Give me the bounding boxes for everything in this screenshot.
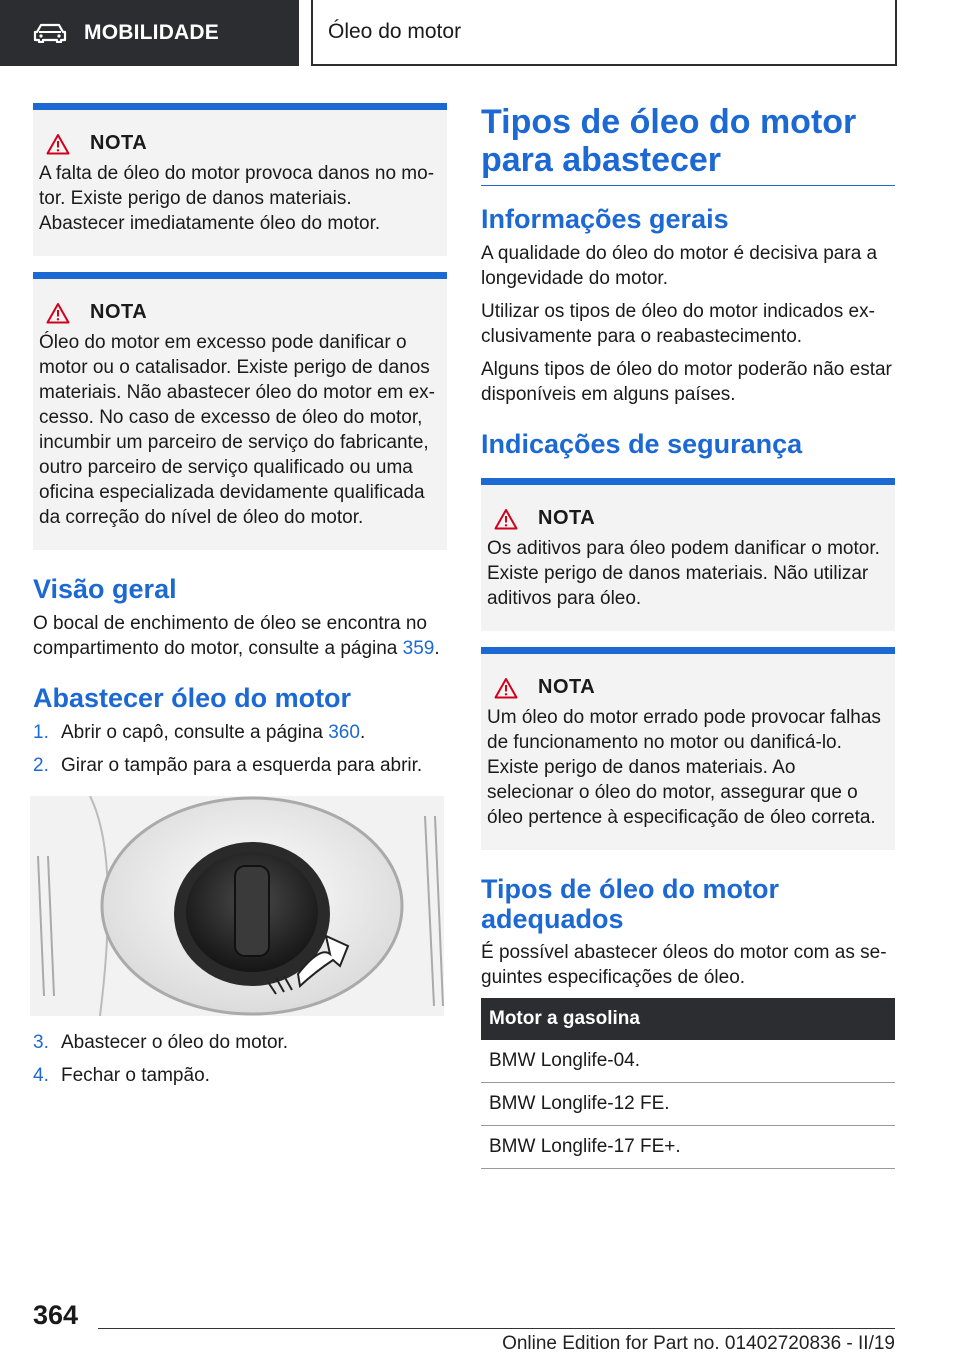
right-column xyxy=(481,103,895,1169)
footer-divider xyxy=(98,1328,895,1329)
paragraph: A qualidade do óleo do motor é decisiva para a longevidade do motor. xyxy=(481,243,878,289)
oil-cap-illustration xyxy=(30,796,444,1016)
steps-list xyxy=(33,1030,447,1088)
edition-text: Online Edition for Part no. 01402720836 - II/19 xyxy=(502,1333,895,1354)
note-box xyxy=(481,647,895,850)
step-text: Abrir o capô, consulte a página 360. xyxy=(61,722,366,743)
list-item xyxy=(33,753,447,778)
chapter-title: Óleo do motor xyxy=(328,20,462,43)
car-icon xyxy=(33,23,67,43)
note-label: NOTA xyxy=(90,301,148,323)
warning-icon xyxy=(494,677,518,699)
note-box xyxy=(33,103,447,256)
oil-cap-drawing xyxy=(30,796,444,1016)
step-text: Fechar o tampão. xyxy=(61,1065,210,1086)
oil-spec-table xyxy=(481,998,895,1169)
list-item xyxy=(33,1030,447,1055)
step-text: Abastecer o óleo do motor. xyxy=(61,1032,289,1053)
section-label: MOBILIDADE xyxy=(84,21,219,44)
paragraph: É possível abastecer óleos do motor com as se-guintes especificações de óleo. xyxy=(481,942,887,988)
section-heading: Tipos de óleo do motor adequados xyxy=(481,874,780,934)
step-text: Girar o tampão para a esquerda para abrir. xyxy=(61,755,423,776)
table-cell: BMW Longlife-12 FE. xyxy=(481,1083,895,1126)
note-box xyxy=(33,272,447,550)
title-divider xyxy=(481,185,895,186)
section-tab xyxy=(0,0,299,66)
steps-list xyxy=(33,720,447,778)
note-label: NOTA xyxy=(538,676,596,698)
note-text: Os aditivos para óleo podem danificar o motor. Existe perigo de danos materiais. Não utilizar aditivos para óleo. xyxy=(487,538,880,609)
table-row xyxy=(481,1126,895,1169)
note-label: NOTA xyxy=(538,507,596,529)
overview-text: O bocal de enchimento de óleo se encontra no compartimento do motor, consulte a página 359. xyxy=(33,613,440,659)
note-label: NOTA xyxy=(90,132,148,154)
paragraph: Utilizar os tipos de óleo do motor indicados ex-clusivamente para o reabastecimento. xyxy=(481,301,875,347)
section-heading: Informações gerais xyxy=(481,204,729,234)
page-link[interactable]: 359 xyxy=(402,638,435,659)
warning-icon xyxy=(46,133,70,155)
note-box xyxy=(481,478,895,631)
table-row xyxy=(481,1083,895,1126)
note-text: A falta de óleo do motor provoca danos no mo-tor. Existe perigo de danos materiais. Abastecer imediatamente óleo do motor. xyxy=(39,163,435,234)
table-cell: BMW Longlife-17 FE+. xyxy=(481,1126,895,1169)
note-text: Um óleo do motor errado pode provocar falhas de funcionamento no motor ou danificá-lo. Existe perigo de danos materiais. Ao selecionar o óleo do motor, assegurar que o óleo pertence à especificação de óleo correta. xyxy=(487,707,881,828)
list-item xyxy=(33,720,447,745)
warning-icon xyxy=(46,302,70,324)
step-number: 1. xyxy=(33,722,49,743)
step-number: 2. xyxy=(33,755,49,776)
section-heading: Visão geral xyxy=(33,574,177,604)
left-column xyxy=(33,103,447,1096)
section-heading: Indicações de segurança xyxy=(481,429,803,459)
page-link[interactable]: 360 xyxy=(328,722,360,743)
step-number: 4. xyxy=(33,1065,49,1086)
warning-icon xyxy=(494,508,518,530)
note-text: Óleo do motor em excesso pode danificar o motor ou o catalisador. Existe perigo de danos materiais. Não abastecer óleo do motor em ex-cesso. No caso de excesso de óleo do motor, incumbir um parceiro de serviço do fabricante, outro parceiro de serviço qualificado ou uma oficina especializada devidamente qualificada da correção do nível de óleo do motor. xyxy=(39,332,436,528)
section-heading: Abastecer óleo do motor xyxy=(33,683,352,713)
page-title: Tipos de óleo do motor para abastecer xyxy=(481,103,857,179)
paragraph: Alguns tipos de óleo do motor poderão não estar disponíveis em alguns países. xyxy=(481,359,892,405)
table-header: Motor a gasolina xyxy=(481,998,895,1040)
list-item xyxy=(33,1063,447,1088)
chapter-header xyxy=(311,0,897,66)
table-cell: BMW Longlife-04. xyxy=(481,1040,895,1083)
table-row xyxy=(481,1040,895,1083)
page-number: 364 xyxy=(33,1300,79,1330)
step-number: 3. xyxy=(33,1032,49,1053)
